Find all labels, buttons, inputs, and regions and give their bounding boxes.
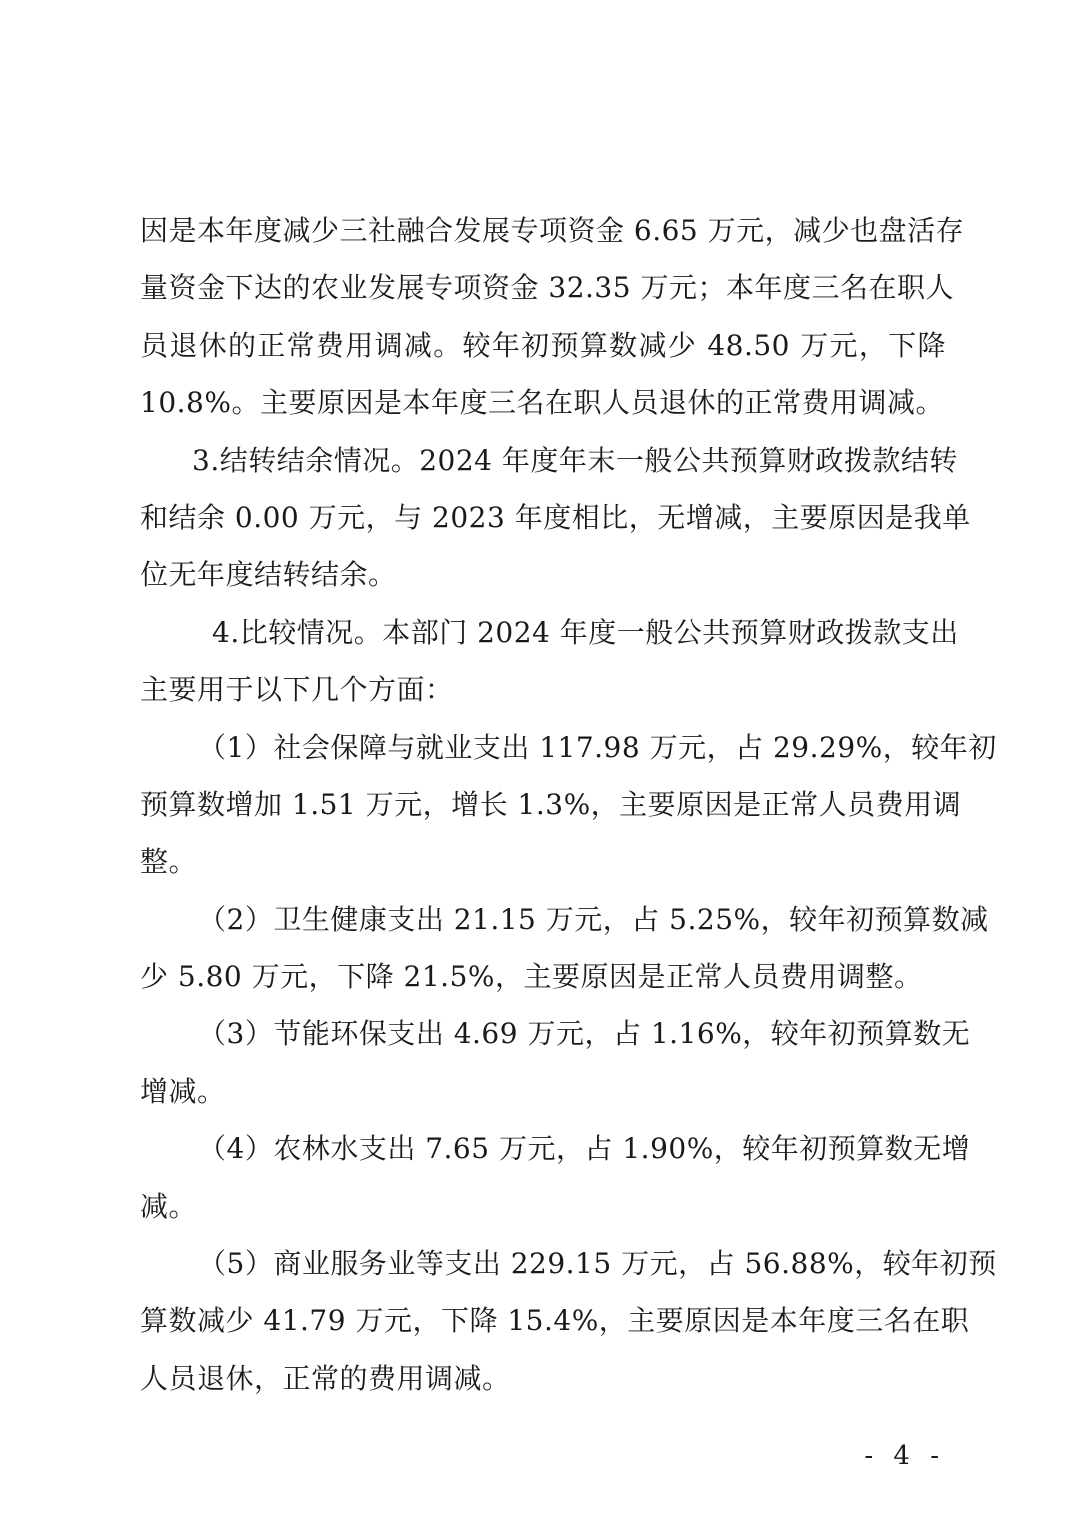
paragraph-line: 员退休的正常费用调减。较年初预算数减少 48.50 万元，下降 [140,328,946,362]
paragraph-line: 10.8%。主要原因是本年度三名在职人员退休的正常费用调减。 [140,386,944,420]
document-body [140,202,997,1407]
paragraph-line: 3.结转结余情况。2024 年度年末一般公共预算财政拨款结转 [192,443,958,477]
paragraph-line: （3）节能环保支出 4.69 万元，占 1.16%，较年初预算数无 [198,1017,971,1051]
paragraph-line: 减。 [140,1189,198,1223]
paragraph-line: （2）卫生健康支出 21.15 万元，占 5.25%，较年初预算数减 [198,902,989,936]
paragraph-line: 主要用于以下几个方面： [140,673,454,707]
paragraph-line: 因是本年度减少三社融合发展专项资金 6.65 万元，减少也盘活存 [140,214,965,247]
page-number: - 4 - [864,1441,945,1471]
paragraph-line: （5）商业服务业等支出 229.15 万元，占 56.88%，较年初预 [198,1247,997,1281]
paragraph-line: 人员退休，正常的费用调减。 [140,1361,511,1395]
paragraph-line: 和结余 0.00 万元，与 2023 年度相比，无增减，主要原因是我单 [140,500,971,534]
paragraph-line: 量资金下达的农业发展专项资金 32.35 万元；本年度三名在职人 [140,271,954,305]
paragraph-line: 预算数增加 1.51 万元，增长 1.3%，主要原因是正常人员费用调 [140,787,962,821]
paragraph-line: （4）农林水支出 7.65 万元，占 1.90%，较年初预算数无增 [198,1132,971,1166]
paragraph-line: 少 5.80 万元，下降 21.5%，主要原因是正常人员费用调整。 [140,960,923,994]
paragraph-line: 4.比较情况。本部门 2024 年度一般公共预算财政拨款支出 [212,615,959,649]
paragraph-line: 增减。 [140,1074,226,1108]
paragraph-line: 位无年度结转结余。 [140,558,397,592]
paragraph-line: （1）社会保障与就业支出 117.98 万元，占 29.29%，较年初 [198,730,997,764]
paragraph-line: 算数减少 41.79 万元，下降 15.4%，主要原因是本年度三名在职 [140,1304,970,1338]
paragraph-line: 整。 [140,845,198,879]
